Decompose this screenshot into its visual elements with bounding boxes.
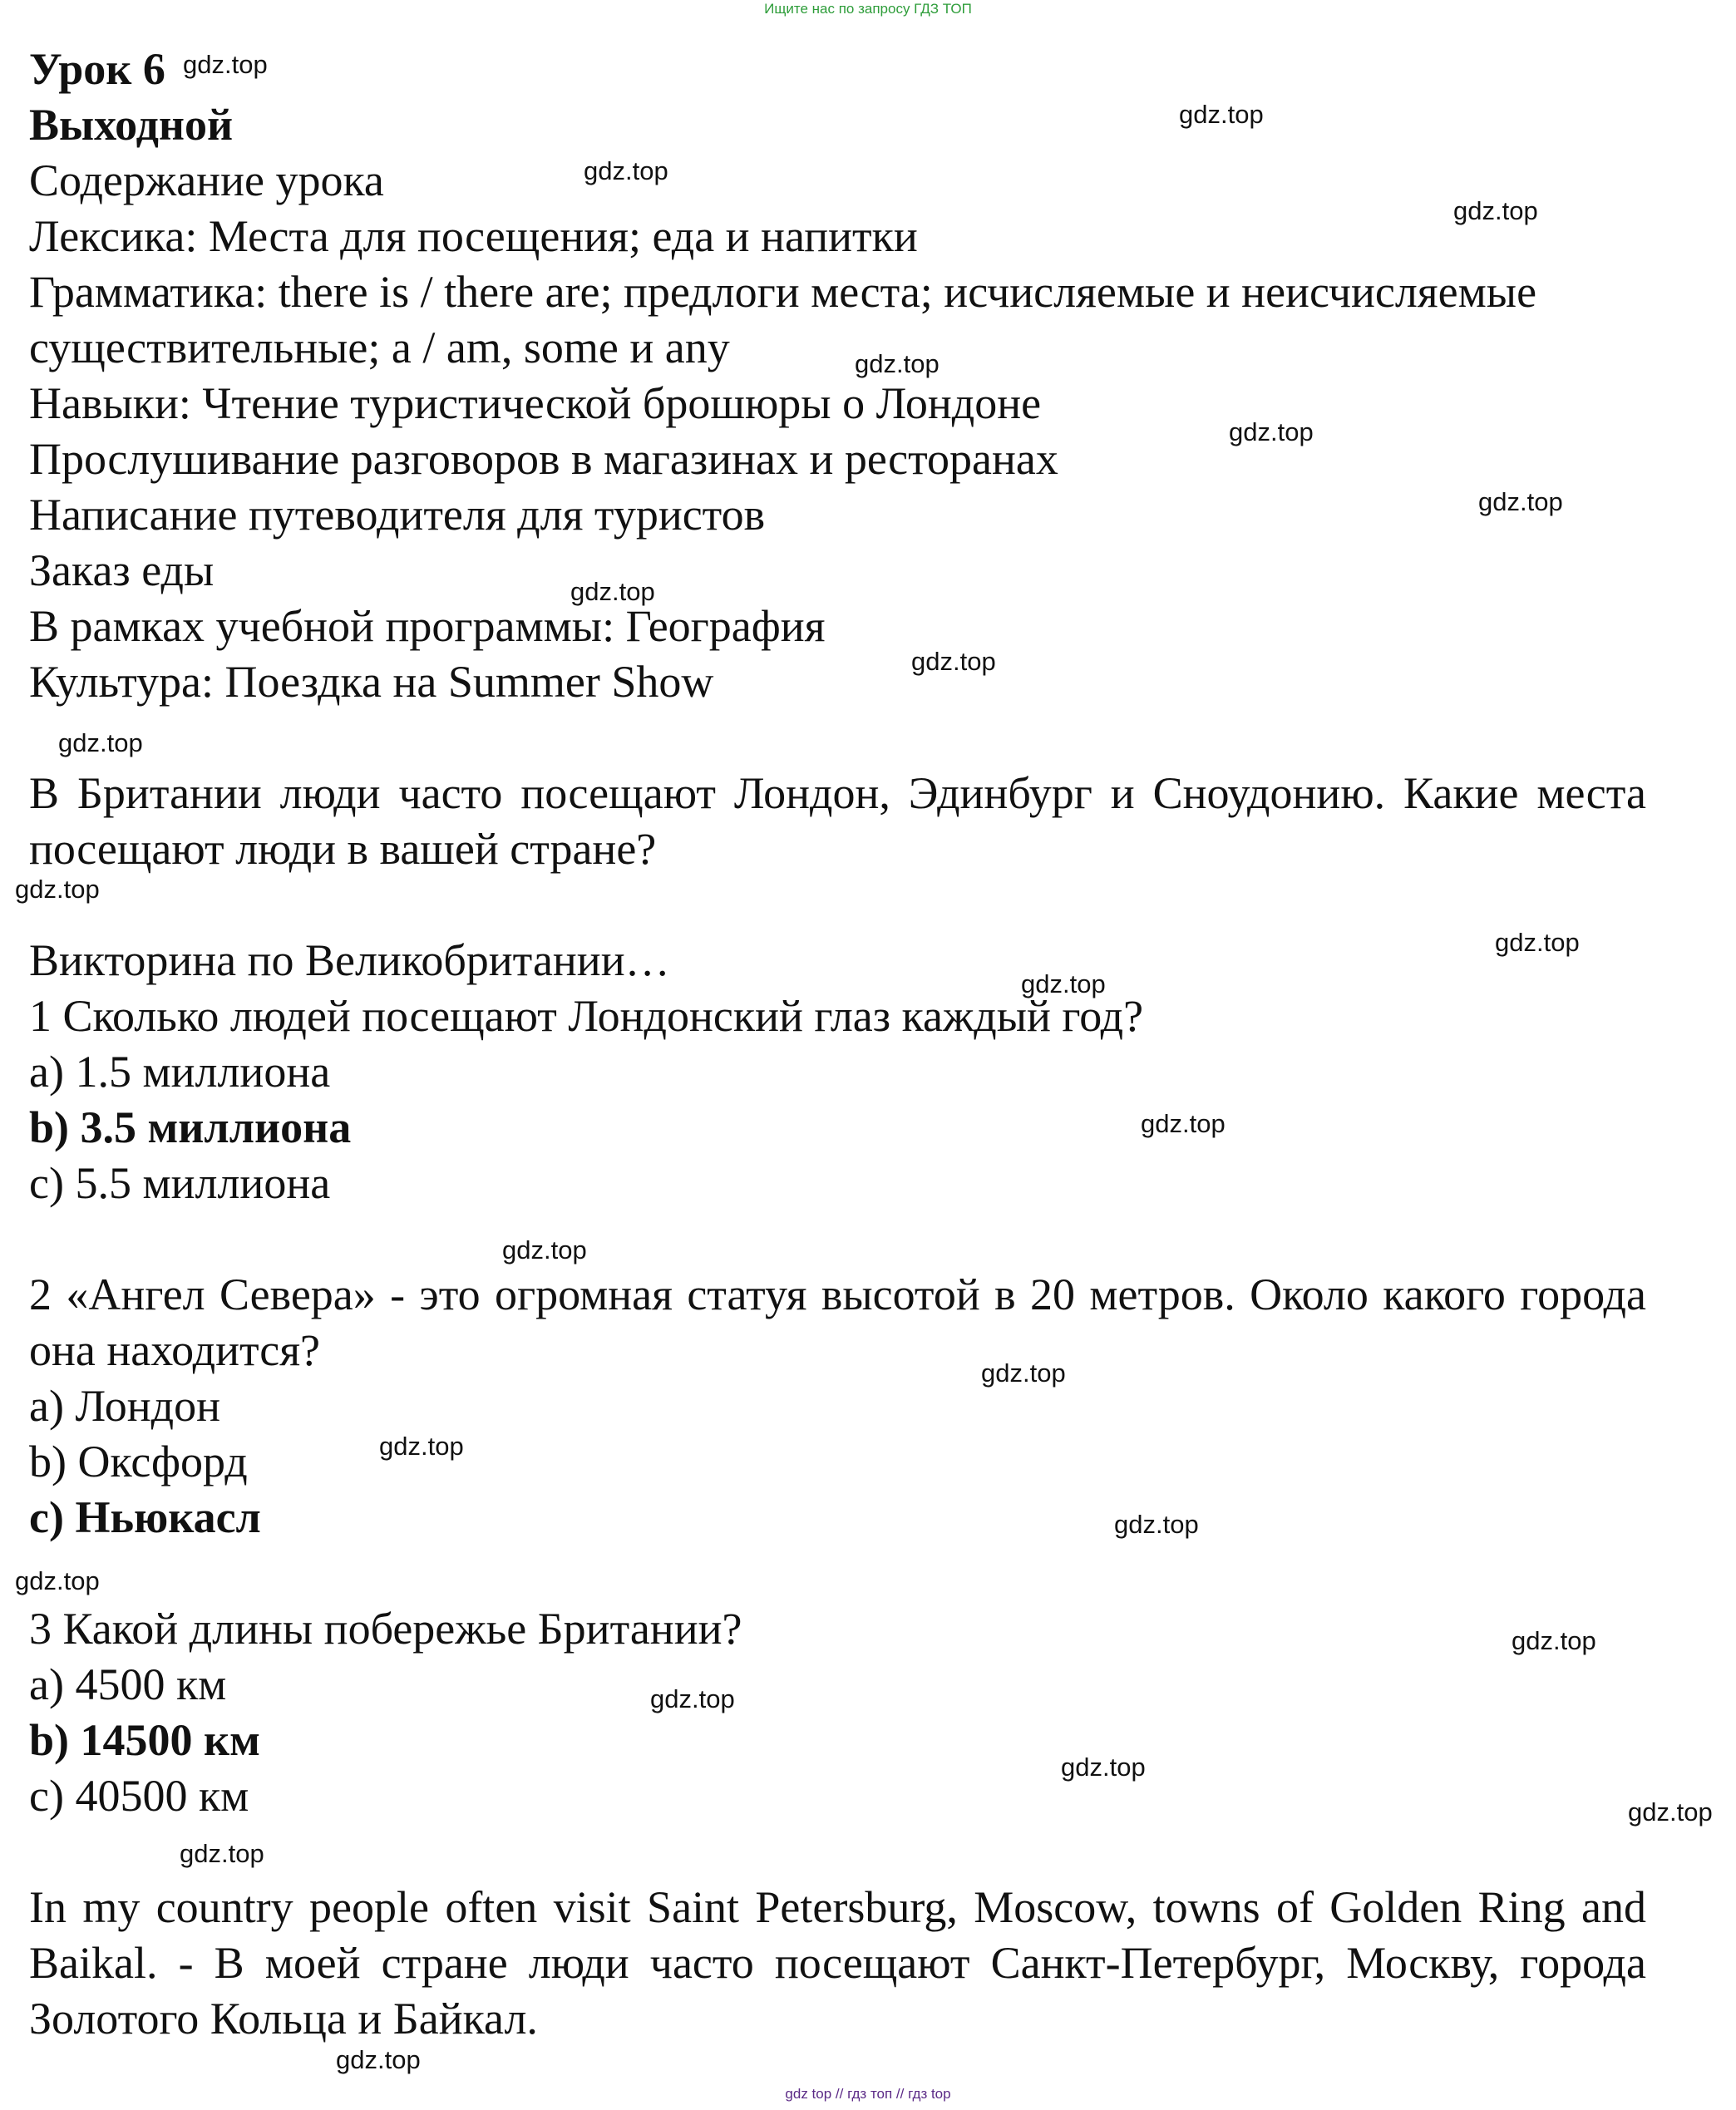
watermark: gdz.top: [180, 1839, 264, 1868]
quiz-question: 1 Сколько людей посещают Лондонский глаз каждый год?: [29, 991, 1144, 1041]
watermark: gdz.top: [1478, 487, 1563, 516]
watermark: gdz.top: [336, 2045, 421, 2074]
watermark: gdz.top: [15, 875, 100, 904]
bottom-banner: gdz top // гдз топ // гдз top: [785, 2086, 951, 2102]
culture-line: Культура: Поездка на Summer Show: [29, 657, 714, 707]
quiz-option: b) Оксфорд: [29, 1437, 248, 1486]
lesson-number-title: Урок 6: [29, 44, 165, 94]
watermark: gdz.top: [570, 577, 655, 606]
spacer: [29, 877, 1646, 933]
watermark: gdz.top: [15, 1566, 100, 1595]
watermark: gdz.top: [855, 349, 940, 378]
quiz-option: a) 1.5 миллиона: [29, 1047, 331, 1097]
watermark: gdz.top: [1453, 196, 1538, 225]
answer-text: In my country people often visit Saint Petersburg, Moscow, towns of Golden Ring and Baikal. - В моей стране люди часто посещают Санкт-Петербург, Москву, города Золотого Кольца и Байкал.: [29, 1882, 1646, 2043]
contents-heading: Содержание урока: [29, 155, 384, 205]
watermark: gdz.top: [981, 1358, 1066, 1388]
quiz-question: 3 Какой длины побережье Британии?: [29, 1604, 742, 1654]
watermark: gdz.top: [650, 1684, 735, 1713]
watermark: gdz.top: [1495, 928, 1580, 957]
document-body: [29, 42, 1646, 2047]
quiz-option: a) Лондон: [29, 1381, 221, 1431]
grammar-line: Грамматика: there is / there are; предлоги места; исчисляемые и неисчисляемые: [29, 267, 1537, 317]
watermark: gdz.top: [1061, 1753, 1146, 1782]
skills-line: Прослушивание разговоров в магазинах и ресторанах: [29, 434, 1058, 484]
top-banner: Ищите нас по запросу ГДЗ ТОП: [764, 1, 972, 17]
spacer: [29, 710, 1646, 766]
quiz-option-correct: c) Ньюкасл: [29, 1492, 261, 1542]
quiz-option: c) 40500 км: [29, 1771, 249, 1821]
intro-question: В Британии люди часто посещают Лондон, Эдинбург и Сноудонию. Какие места посещают люди в вашей стране?: [29, 768, 1646, 874]
quiz-title: Викторина по Великобритании…: [29, 935, 670, 985]
watermark: gdz.top: [1229, 417, 1314, 446]
spacer: [29, 1211, 1646, 1267]
skills-line: Навыки: Чтение туристической брошюры о Лондоне: [29, 378, 1042, 428]
watermark: gdz.top: [1021, 969, 1106, 998]
quiz-option-correct: b) 14500 км: [29, 1715, 260, 1765]
watermark: gdz.top: [1628, 1797, 1713, 1827]
quiz-option-correct: b) 3.5 миллиона: [29, 1102, 352, 1152]
spacer: [29, 1546, 1646, 1601]
skills-line: Заказ еды: [29, 545, 215, 595]
watermark: gdz.top: [379, 1432, 464, 1461]
lesson-name: Выходной: [29, 100, 234, 150]
watermark: gdz.top: [1179, 100, 1264, 129]
watermark: gdz.top: [1141, 1109, 1226, 1138]
watermark: gdz.top: [584, 156, 668, 185]
quiz-question: 2 «Ангел Севера» - это огромная статуя высотой в 20 метров. Около какого города она находится?: [29, 1269, 1646, 1375]
quiz-option: c) 5.5 миллиона: [29, 1158, 331, 1208]
watermark: gdz.top: [502, 1235, 587, 1265]
watermark: gdz.top: [58, 728, 143, 757]
quiz-option: a) 4500 км: [29, 1659, 227, 1709]
watermark: gdz.top: [1512, 1626, 1596, 1655]
vocabulary-line: Лексика: Места для посещения; еда и напитки: [29, 211, 918, 261]
grammar-line-continued: существительные; a / am, some и any: [29, 323, 730, 372]
skills-line: Написание путеводителя для туристов: [29, 490, 766, 540]
watermark: gdz.top: [183, 50, 268, 79]
curriculum-line: В рамках учебной программы: География: [29, 601, 826, 651]
spacer: [29, 1824, 1646, 1880]
watermark: gdz.top: [1114, 1510, 1199, 1539]
watermark: gdz.top: [911, 647, 996, 676]
